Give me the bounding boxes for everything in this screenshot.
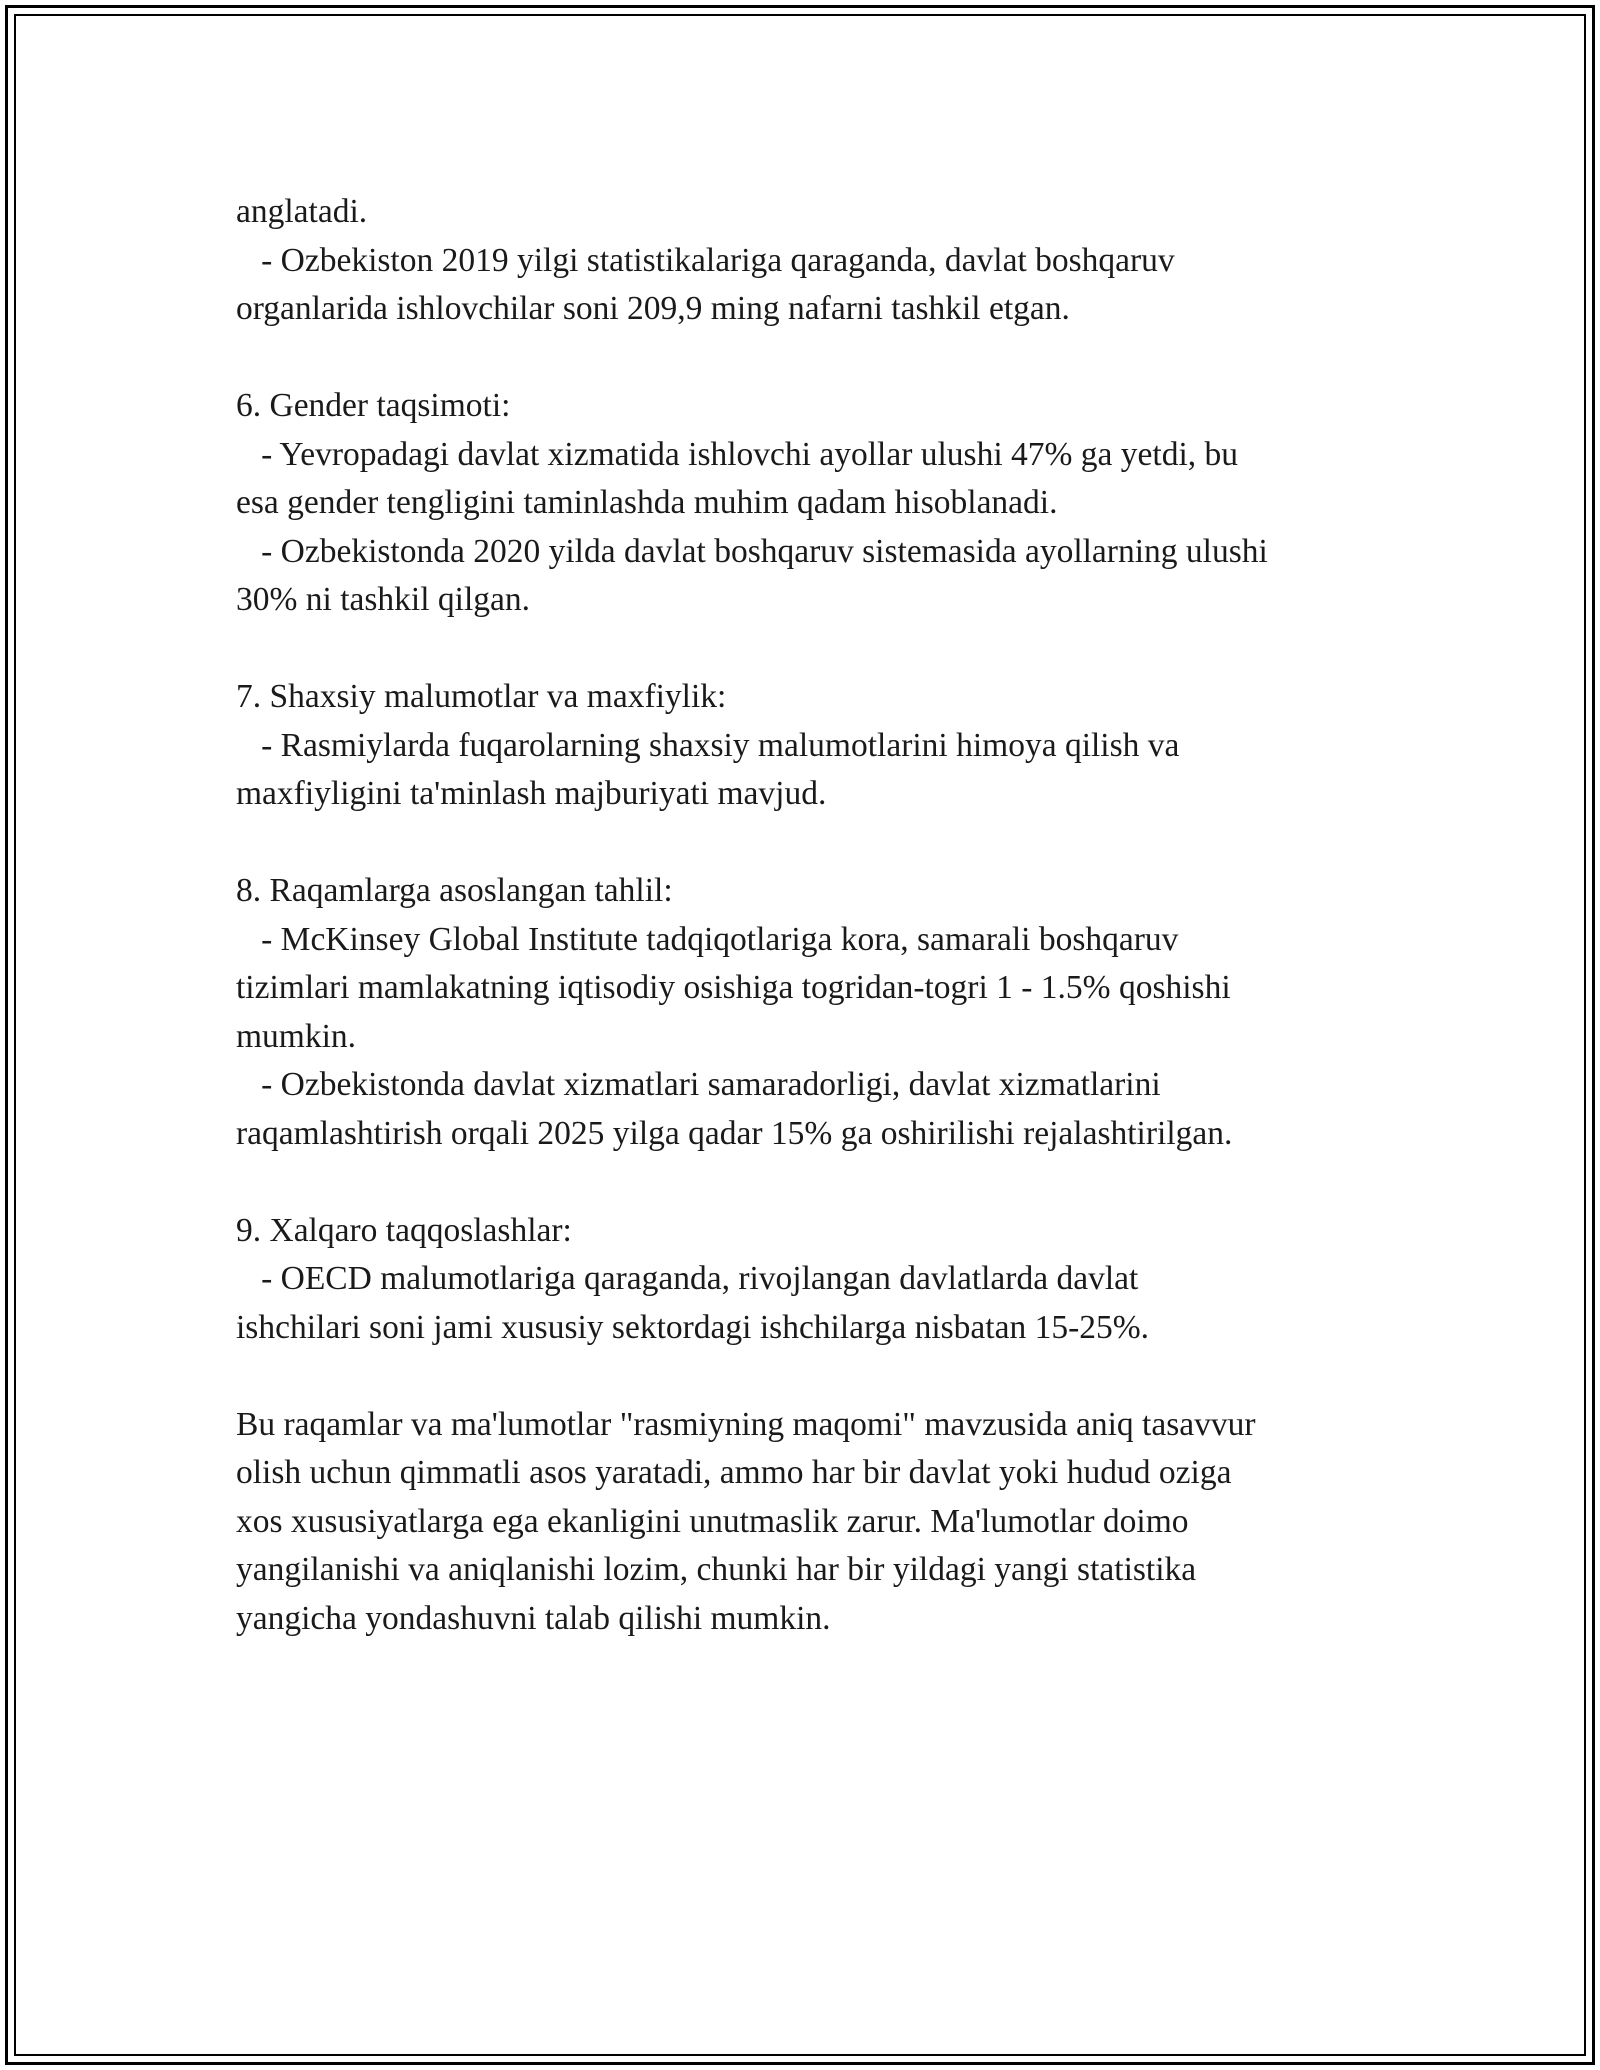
section-heading: 8. Raqamlarga asoslangan tahlil: — [236, 872, 673, 909]
paragraph-gap — [236, 1158, 1386, 1207]
text-line: - Ozbekiston 2019 yilgi statistikalariga qaraganda, davlat boshqaruv — [236, 241, 1175, 279]
text-line: raqamlashtirish orqali 2025 yilga qadar 15% ga oshirilishi rejalashtirilgan. — [236, 1114, 1233, 1152]
text-line: - McKinsey Global Institute tadqiqotlariga kora, samarali boshqaruv — [236, 920, 1179, 958]
text-line: olish uchun qimmatli asos yaratadi, ammo har bir davlat yoki hudud oziga — [236, 1454, 1232, 1491]
text-line: ishchilari soni jami xususiy sektordagi ishchilarga nisbatan 15-25%. — [236, 1308, 1150, 1346]
text-line: - OECD malumotlariga qaraganda, rivojlangan davlatlarda davlat — [236, 1260, 1139, 1297]
section-heading: 9. Xalqaro taqqoslashlar: — [236, 1211, 572, 1249]
text-line: Bu raqamlar va ma'lumotlar "rasmiyning maqomi" mavzusida aniq tasavvur — [236, 1405, 1256, 1443]
text-line: 30% ni tashkil qilgan. — [236, 581, 531, 618]
paragraph-gap — [236, 819, 1386, 868]
text-line: esa gender tengligini taminlashda muhim qadam hisoblanadi. — [236, 484, 1058, 521]
text-line: yangilanishi va aniqlanishi lozim, chunki har bir yildagi yangi statistika — [236, 1551, 1197, 1588]
text-line: yangicha yondashuvni talab qilishi mumkin. — [236, 1599, 831, 1637]
text-line: - Yevropadagi davlat xizmatida ishlovchi ayollar ulushi 47% ga yetdi, bu — [236, 435, 1239, 473]
text-line: - Ozbekistonda 2020 yilda davlat boshqaruv sistemasida ayollarning ulushi — [236, 532, 1268, 570]
section-heading: 6. Gender taqsimoti: — [236, 387, 511, 424]
document-body — [236, 188, 1386, 1643]
text-line: organlarida ishlovchilar soni 209,9 ming nafarni tashkil etgan. — [236, 290, 1070, 327]
section-heading: 7. Shaxsiy malumotlar va maxfiylik: — [236, 678, 727, 715]
paragraph-gap — [236, 334, 1386, 383]
text-line: anglatadi. — [236, 193, 368, 230]
text-line: - Rasmiylarda fuqarolarning shaxsiy malumotlarini himoya qilish va — [236, 726, 1180, 764]
text-line: xos xususiyatlarga ega ekanligini unutmaslik zarur. Ma'lumotlar doimo — [236, 1502, 1189, 1540]
paragraph-gap — [236, 625, 1386, 674]
paragraph-gap — [236, 1352, 1386, 1401]
text-line: tizimlari mamlakatning iqtisodiy osishiga togridan-togri 1 - 1.5% qoshishi — [236, 969, 1231, 1006]
text-line: mumkin. — [236, 1017, 357, 1055]
text-line: maxfiyligini ta'minlash majburiyati mavjud. — [236, 775, 827, 812]
text-line: - Ozbekistonda davlat xizmatlari samaradorligi, davlat xizmatlarini — [236, 1066, 1161, 1103]
